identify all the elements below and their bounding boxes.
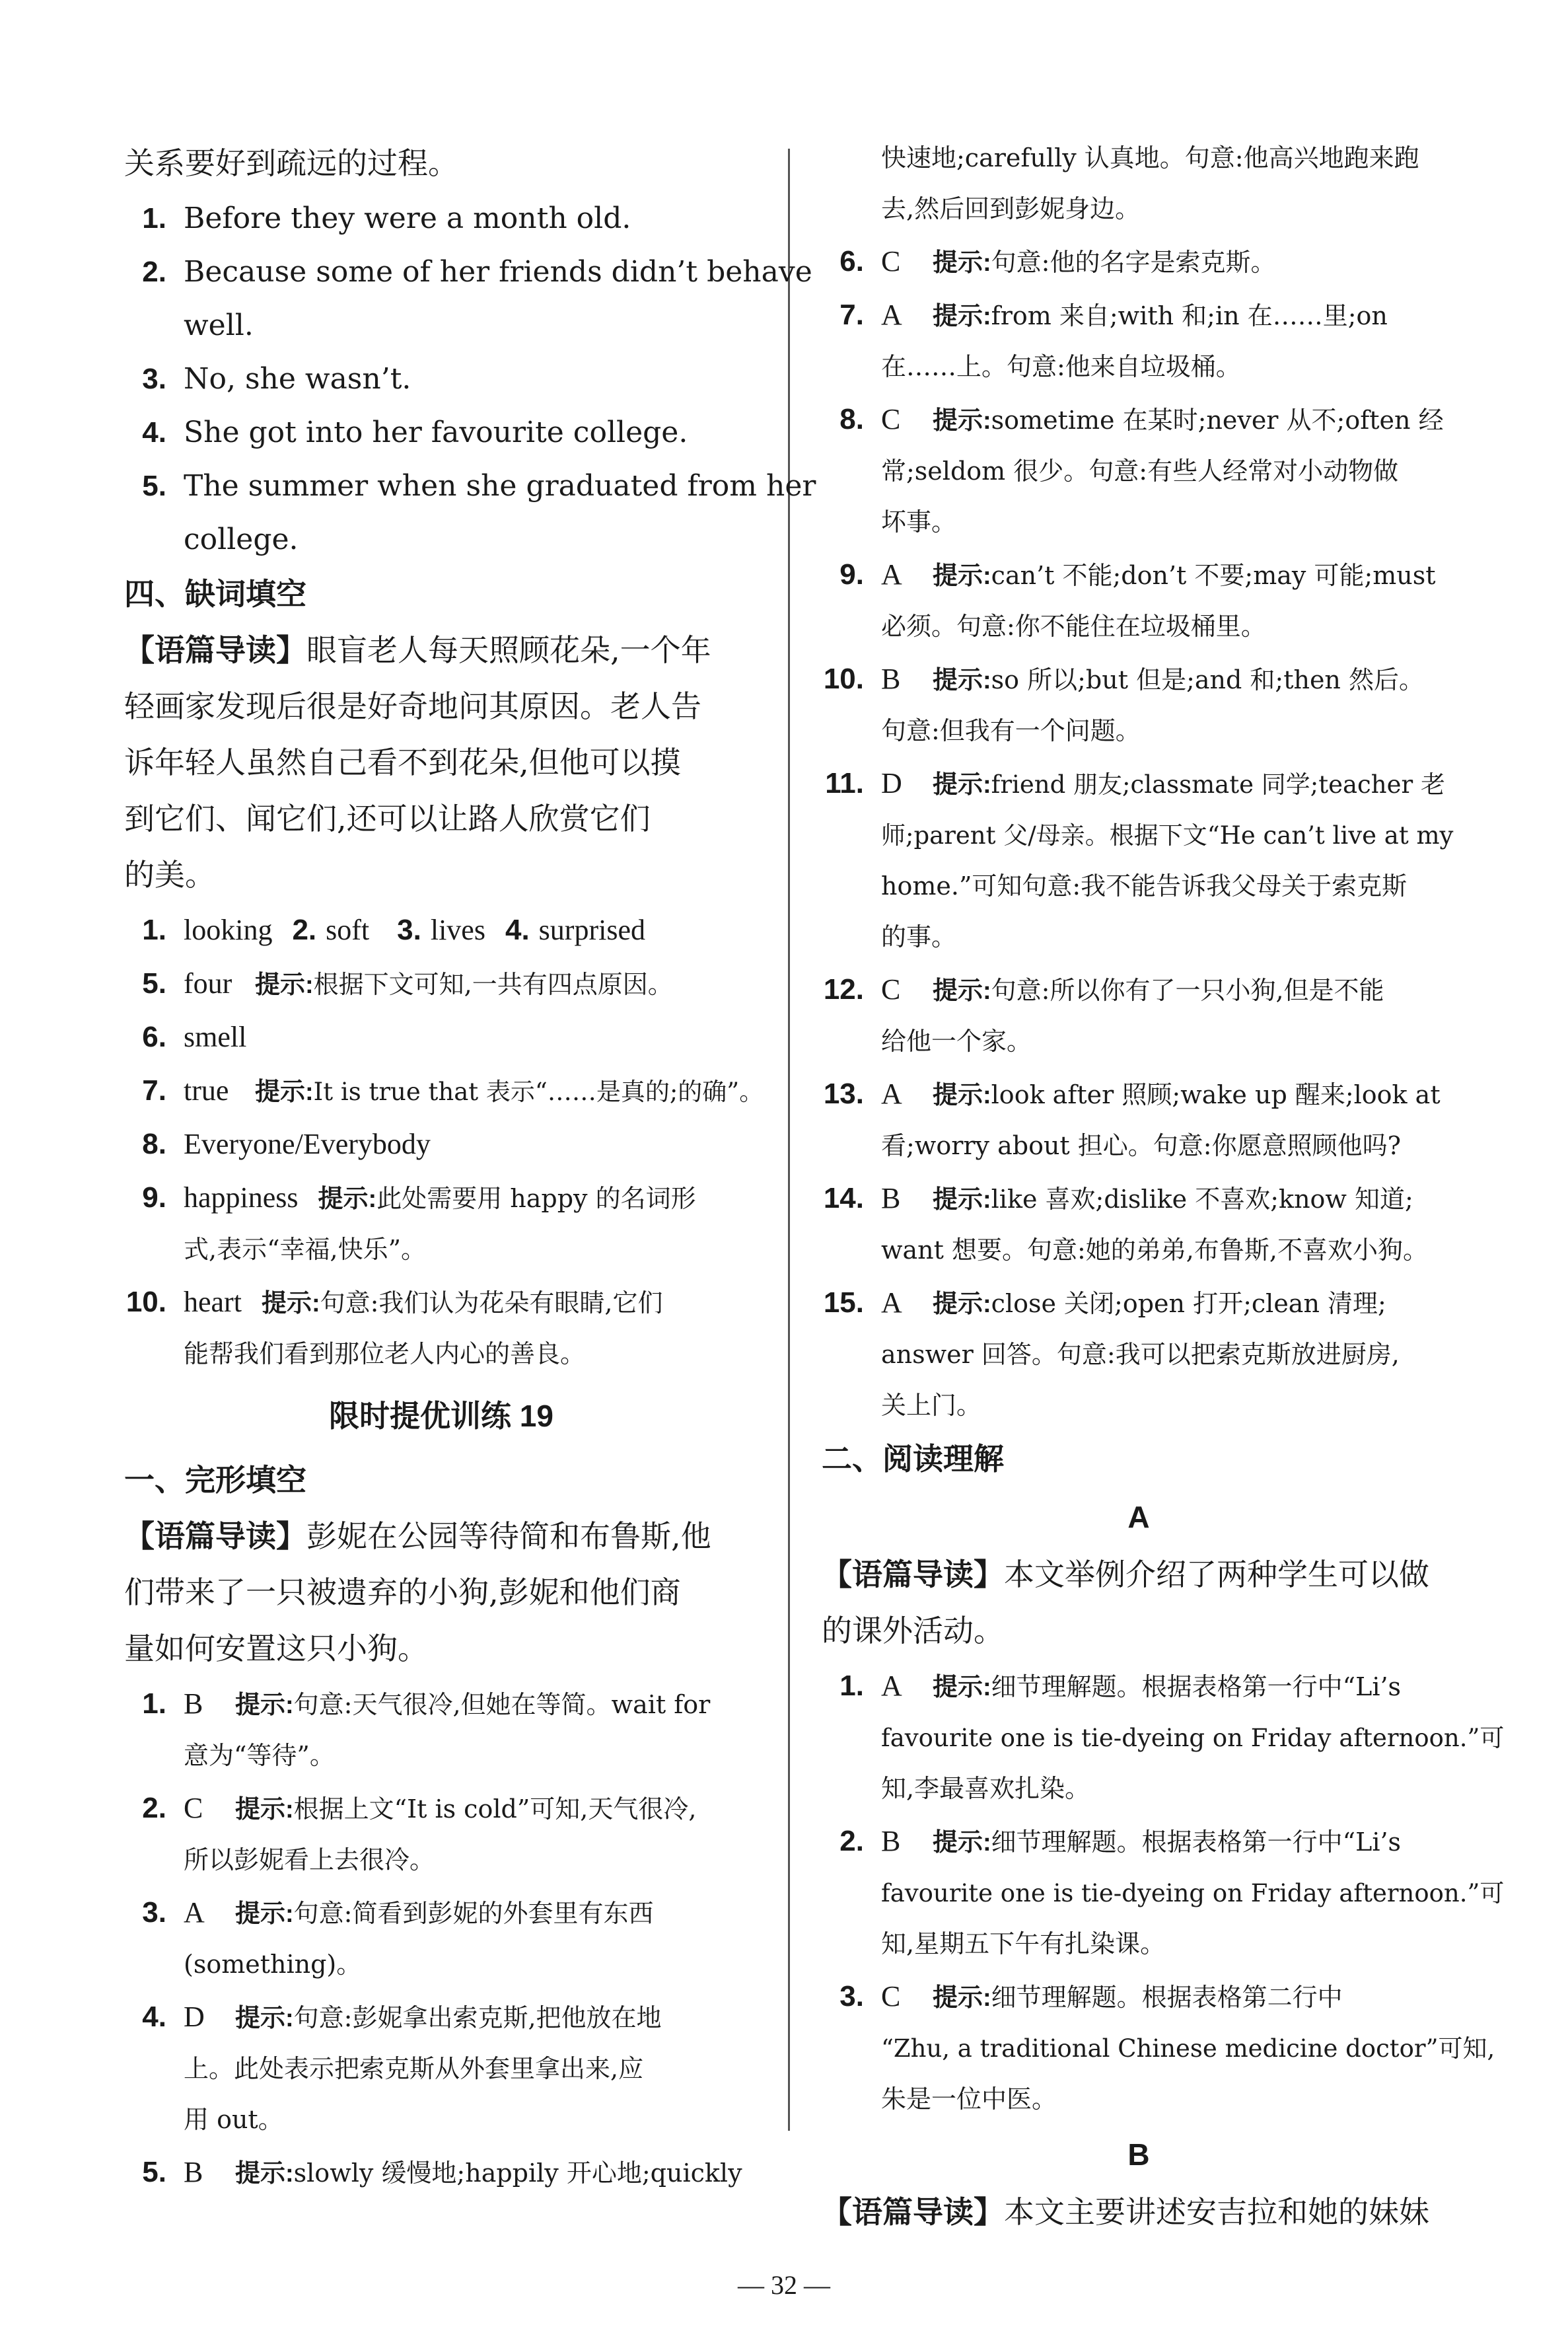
answer-letter: A (881, 558, 902, 591)
hint-text: 句意:简看到彭妮的外套里有东西 (293, 1899, 654, 1928)
answer-item (124, 1275, 758, 1329)
answer-letter: B (184, 2156, 203, 2188)
item-number: 9. (839, 558, 864, 591)
item-number: 7. (142, 1074, 166, 1107)
guide-text: 们带来了一只被遗弃的小狗,彭妮和他们商 (124, 1574, 681, 1610)
hint-continuation: 关上门。 (881, 1391, 982, 1420)
part-heading: B (1127, 2137, 1150, 2172)
answer-letter: C (184, 1792, 203, 1824)
answer-item (124, 459, 816, 513)
answer-text: No, she wasn’t. (184, 362, 411, 396)
hint-text: 细节理解题。根据表格第一行中“Li’s (991, 1672, 1402, 1701)
hint-continuation: 意为“等待”。 (184, 1741, 335, 1770)
part-heading: A (1127, 1500, 1150, 1534)
item-number: 1. (142, 202, 166, 235)
hint-text: 句意:所以你有了一只小狗,但是不能 (991, 976, 1384, 1005)
item-number: 1. (839, 1670, 864, 1702)
item-number: 6. (839, 245, 864, 277)
hint-text: 根据下文可知,一共有四点原因。 (313, 970, 673, 999)
hint-label: 提示: (261, 1290, 320, 1317)
guide-label: 【语篇导读】 (822, 1557, 1004, 1592)
answer-letter: B (881, 663, 901, 695)
reading-guide (124, 622, 758, 679)
guide-text: 的课外活动。 (822, 1613, 1004, 1648)
section-heading: 一、完形填空 (124, 1463, 306, 1497)
section-heading: 四、缺词填空 (124, 577, 306, 611)
cloze-item (822, 392, 1456, 446)
item-number: 7. (839, 299, 864, 331)
cloze-item (822, 1067, 1456, 1121)
hint-continuation: 坏事。 (881, 507, 957, 536)
answer-letter: B (881, 1182, 901, 1214)
hint-continuation: want 想要。句意:她的弟弟,布鲁斯,不喜欢小狗。 (881, 1236, 1428, 1265)
hint-text: It is true that 表示“……是真的;的确”。 (313, 1078, 764, 1106)
page-number: — 32 — (738, 2270, 830, 2300)
guide-text: 眼盲老人每天照顾花朵,一个年 (306, 632, 711, 668)
hint-continuation: 知,李最喜欢扎染。 (881, 1774, 1090, 1803)
hint-text: slowly 缓慢地;happily 开心地;quickly (293, 2159, 742, 2188)
cloze-item (124, 2145, 758, 2199)
hint-text: 细节理解题。根据表格第二行中 (991, 1983, 1343, 2012)
item-number: 3. (142, 1896, 166, 1929)
guide-text: 本文主要讲述安吉拉和她的妹妹 (1004, 2194, 1429, 2230)
answer-continuation: college. (184, 523, 299, 556)
item-number: 15. (823, 1286, 864, 1319)
hint-label: 提示: (933, 1082, 991, 1109)
hint-continuation: favourite one is tie-dyeing on Friday afternoon.”可 (881, 1724, 1505, 1752)
hint-text: from 来自;with 和;in 在……里;on (991, 301, 1388, 330)
hint-label: 提示: (235, 1796, 294, 1824)
guide-text: 彭妮在公园等待简和布鲁斯,他 (306, 1518, 711, 1554)
hint-label: 提示: (933, 303, 991, 330)
hint-label: 提示: (933, 1290, 991, 1318)
item-number: 11. (825, 767, 864, 799)
item-number: 5. (142, 2156, 166, 2188)
answer-word: lives (430, 914, 485, 946)
answer-continuation: well. (184, 309, 254, 342)
answer-letter: C (881, 403, 901, 435)
answer-item (124, 1171, 758, 1224)
item-number: 1. (142, 1687, 166, 1720)
hint-text: 句意:彭妮拿出索克斯,把他放在地 (293, 2003, 662, 2032)
hint-continuation: 上。此处表示把索克斯从外套里拿出来,应 (184, 2054, 644, 2083)
hint-continuation: (something)。 (184, 1950, 362, 1979)
hint-continuation: 句意:但我有一个问题。 (881, 716, 1141, 745)
item-number: 2. (292, 914, 317, 946)
hint-continuation: 看;worry about 担心。句意:你愿意照顾他吗? (881, 1131, 1401, 1160)
cloze-item (124, 1886, 758, 1939)
hint-label: 提示: (235, 1691, 294, 1719)
hint-continuation: 师;parent 父/母亲。根据下文“He can’t live at my (881, 821, 1454, 850)
hint-text: like 喜欢;dislike 不喜欢;know 知道; (991, 1185, 1413, 1214)
hint-label: 提示: (235, 2160, 294, 2188)
answer-item (124, 352, 758, 406)
answer-word: Everyone/Everybody (184, 1128, 431, 1160)
answer-word: smell (184, 1021, 247, 1053)
answer-row (124, 903, 758, 957)
hint-continuation: answer 回答。句意:我可以把索克斯放进厨房, (881, 1340, 1400, 1369)
answer-word: looking (184, 914, 273, 946)
cloze-item (822, 757, 1456, 810)
guide-label: 【语篇导读】 (124, 1519, 306, 1553)
item-number: 8. (142, 1128, 166, 1160)
item-number: 2. (142, 1792, 166, 1824)
answer-letter: C (881, 1980, 901, 2012)
hint-continuation: favourite one is tie-dyeing on Friday afternoon.”可 (881, 1879, 1505, 1907)
answer-text: The summer when she graduated from her (184, 469, 816, 503)
answer-text: She got into her favourite college. (184, 416, 688, 449)
answer-text: Before they were a month old. (184, 202, 631, 235)
hint-continuation: 去,然后回到彭妮身边。 (881, 194, 1141, 223)
right-column (822, 135, 1505, 2240)
hint-continuation: 给他一个家。 (881, 1027, 1032, 1056)
answer-letter: A (881, 299, 902, 331)
hint-label: 提示: (255, 1078, 314, 1106)
reading-guide (822, 2184, 1456, 2240)
hint-label: 提示: (933, 1829, 991, 1857)
item-number: 1. (142, 914, 166, 946)
item-number: 8. (839, 403, 864, 435)
answer-word: true (184, 1074, 229, 1107)
item-number: 14. (823, 1182, 864, 1214)
hint-continuation: home.”可知句意:我不能告诉我父母关于索克斯 (881, 871, 1408, 901)
answer-word: heart (184, 1286, 242, 1318)
cloze-item (822, 963, 1456, 1016)
hint-continuation: 快速地;carefully 认真地。句意:他高兴地跑来跑 (881, 143, 1419, 172)
answer-word: surprised (538, 914, 645, 946)
left-column (124, 135, 816, 2199)
column-divider (788, 149, 790, 2131)
cloze-item (822, 548, 1456, 601)
hint-label: 提示: (933, 977, 991, 1005)
hint-label: 提示: (933, 249, 991, 277)
hint-text: 此处需要用 happy 的名词形 (376, 1184, 696, 1213)
answer-letter: C (881, 245, 901, 277)
hint-label: 提示: (933, 1186, 991, 1214)
item-number: 5. (142, 967, 166, 1000)
guide-text: 轻画家发现后很是好奇地问其原因。老人告 (124, 688, 701, 724)
answer-item (124, 1010, 758, 1064)
answer-item (124, 192, 758, 245)
hint-continuation: 的事。 (881, 922, 957, 951)
cloze-item (822, 652, 1456, 706)
reading-guide (124, 1508, 758, 1565)
item-number: 4. (142, 2001, 166, 2033)
guide-label: 【语篇导读】 (822, 2195, 1004, 2229)
guide-label: 【语篇导读】 (124, 633, 306, 667)
hint-continuation: “Zhu, a traditional Chinese medicine doctor”可知, (881, 2034, 1495, 2063)
hint-continuation: 在……上。句意:他来自垃圾桶。 (881, 352, 1241, 381)
item-number: 9. (142, 1181, 166, 1214)
hint-text: so 所以;but 但是;and 和;then 然后。 (991, 665, 1424, 694)
hint-continuation: 用 out。 (184, 2105, 283, 2134)
cloze-item (822, 288, 1456, 342)
answer-letter: B (881, 1825, 901, 1857)
answer-letter: A (881, 1286, 902, 1319)
hint-label: 提示: (255, 971, 314, 999)
hint-text: 根据上文“It is cold”可知,天气很冷, (293, 1794, 697, 1824)
item-number: 6. (142, 1021, 166, 1053)
cloze-item (822, 1276, 1456, 1329)
hint-text: 句意:他的名字是索克斯。 (991, 248, 1276, 277)
guide-text: 量如何安置这只小狗。 (124, 1631, 428, 1666)
item-number: 12. (823, 973, 864, 1006)
hint-label: 提示: (933, 562, 991, 590)
item-number: 3. (839, 1980, 864, 2012)
hint-label: 提示: (235, 2005, 294, 2032)
cloze-item (124, 1990, 758, 2044)
section-heading: 二、阅读理解 (822, 1442, 1004, 1476)
cloze-item (822, 1171, 1456, 1225)
hint-text: close 关闭;open 打开;clean 清理; (991, 1289, 1386, 1318)
answer-item (124, 957, 758, 1010)
answer-letter: B (184, 1687, 203, 1720)
item-number: 5. (142, 470, 166, 502)
reading-item (822, 1970, 1456, 2023)
item-number: 3. (397, 914, 421, 946)
answer-letter: D (184, 2001, 205, 2033)
hint-text: can’t 不能;don’t 不要;may 可能;must (991, 561, 1436, 590)
answer-item (124, 245, 812, 299)
reading-guide (822, 1547, 1456, 1603)
guide-text: 的美。 (124, 857, 215, 893)
hint-text: 句意:我们认为花朵有眼睛,它们 (320, 1288, 663, 1317)
hint-continuation: 式,表示“幸福,快乐”。 (184, 1235, 427, 1264)
answer-word: happiness (184, 1181, 299, 1214)
hint-text: 细节理解题。根据表格第一行中“Li’s (991, 1827, 1402, 1857)
hint-label: 提示: (933, 667, 991, 694)
item-number: 10. (823, 663, 864, 695)
text-line: 关系要好到疏远的过程。 (124, 145, 458, 181)
item-number: 4. (142, 416, 166, 449)
hint-label: 提示: (933, 407, 991, 435)
answer-item (124, 1117, 758, 1171)
hint-text: 句意:天气很冷,但她在等简。wait for (293, 1690, 711, 1719)
hint-continuation: 必须。句意:你不能住在垃圾桶里。 (881, 612, 1266, 641)
cloze-item (124, 1781, 758, 1835)
answer-letter: A (881, 1078, 902, 1110)
hint-text: friend 朋友;classmate 同学;teacher 老 (991, 770, 1445, 799)
answer-letter: A (184, 1896, 205, 1929)
hint-text: look after 照顾;wake up 醒来;look at (991, 1080, 1441, 1109)
guide-text: 本文举例介绍了两种学生可以做 (1004, 1557, 1429, 1592)
hint-text: sometime 在某时;never 从不;often 经 (991, 406, 1444, 435)
hint-label: 提示: (933, 1674, 991, 1701)
hint-continuation: 知,星期五下午有扎染课。 (881, 1929, 1166, 1958)
cloze-item (124, 1677, 758, 1730)
answer-text: Because some of her friends didn’t behave (184, 255, 812, 289)
answer-item (124, 1064, 764, 1117)
reading-item (822, 1814, 1456, 1868)
hint-label: 提示: (235, 1900, 294, 1928)
hint-label: 提示: (933, 771, 991, 799)
item-number: 2. (839, 1825, 864, 1857)
item-number: 2. (142, 256, 166, 288)
cloze-item (822, 235, 1456, 288)
hint-continuation: 所以彭妮看上去很冷。 (184, 1845, 435, 1874)
item-number: 4. (505, 914, 530, 946)
answer-letter: D (881, 767, 902, 799)
guide-text: 到它们、闻它们,还可以让路人欣赏它们 (124, 801, 651, 836)
hint-label: 提示: (318, 1185, 377, 1213)
exercise-title: 限时提优训练 19 (329, 1399, 553, 1433)
item-number: 10. (125, 1286, 166, 1318)
item-number: 3. (142, 363, 166, 395)
answer-letter: A (881, 1670, 902, 1702)
answer-word: four (184, 967, 232, 1000)
answer-letter: C (881, 973, 901, 1006)
hint-label: 提示: (933, 1984, 991, 2012)
guide-text: 诉年轻人虽然自己看不到花朵,但他可以摸 (124, 745, 681, 780)
answer-item (124, 406, 758, 459)
reading-item (822, 1659, 1456, 1713)
hint-continuation: 常;seldom 很少。句意:有些人经常对小动物做 (881, 457, 1399, 486)
hint-continuation: 能帮我们看到那位老人内心的善良。 (184, 1339, 586, 1368)
answer-word: soft (326, 914, 370, 946)
hint-continuation: 朱是一位中医。 (881, 2085, 1057, 2114)
item-number: 13. (823, 1078, 864, 1110)
